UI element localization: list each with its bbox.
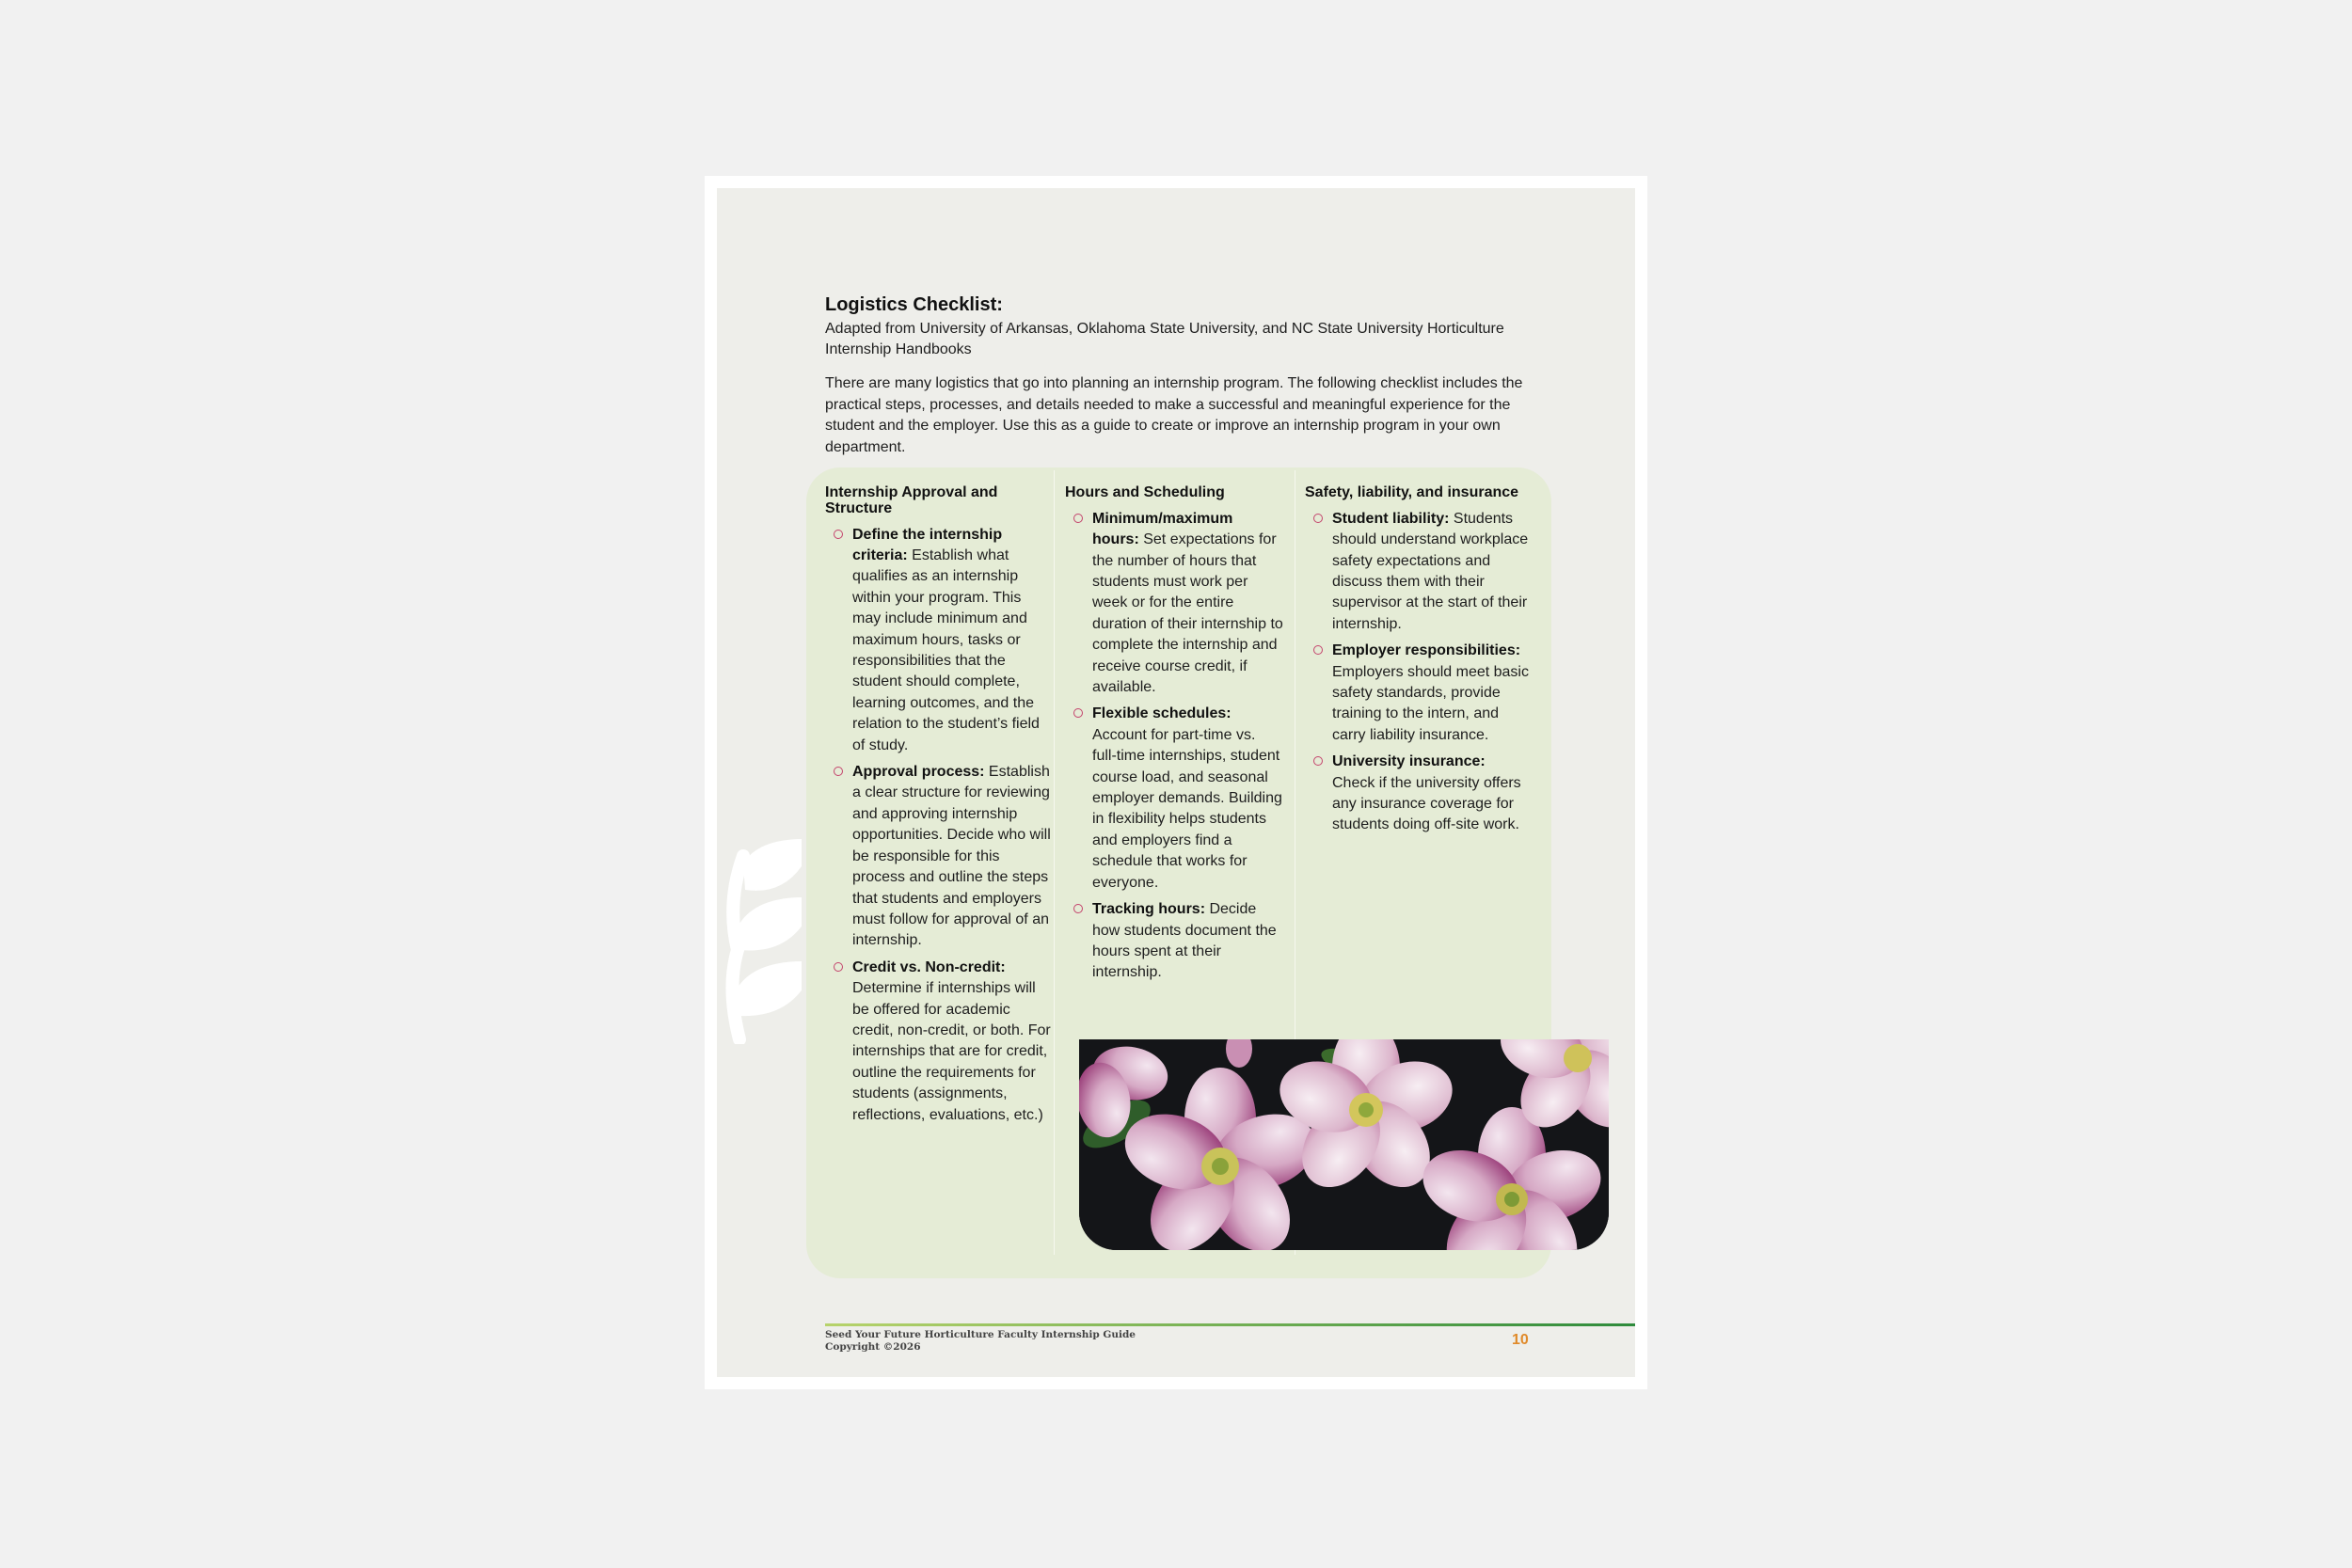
item-term: Employer responsibilities: [1332, 642, 1521, 659]
hellebore-flowers-image [1079, 1039, 1609, 1250]
footer-text [825, 1329, 1136, 1354]
circle-outline-icon [834, 530, 843, 539]
footer-rule [825, 1323, 1635, 1326]
circle-outline-icon [1073, 514, 1083, 523]
item-term: Student liability: [1332, 510, 1450, 527]
circle-outline-icon [834, 767, 843, 776]
item-text: Decide how students document the hours spent at their internship. [1092, 901, 1277, 981]
checklist-item [825, 762, 1051, 952]
page-number: 10 [1512, 1332, 1529, 1348]
item-text: Account for part-time vs. full-time internships, student course load, and seasonal employer demands. Building in flexibility helps students and employers find a schedule that works for everyone. [1092, 726, 1282, 891]
page-sheet [705, 176, 1647, 1389]
footer-guide-title: Seed Your Future Horticulture Faculty Internship Guide [825, 1329, 1136, 1340]
checklist-item [1305, 641, 1531, 746]
column-divider [1054, 470, 1055, 1255]
item-term: Minimum/maximum hours: [1092, 510, 1233, 548]
item-term: Tracking hours: [1092, 901, 1206, 918]
checklist-item [1065, 704, 1283, 894]
item-text: Establish what qualifies as an internship within your program. This may include minimum and maximum hours, tasks or responsibilities that the student should complete, learning outcomes, and the relation to the student’s field of study. [852, 547, 1040, 753]
column-hours-scheduling [1065, 485, 1283, 990]
item-term: Credit vs. Non-credit: [852, 958, 1006, 975]
column-safety-insurance [1305, 485, 1531, 842]
checklist-item [1305, 509, 1531, 635]
circle-outline-icon [1073, 904, 1083, 913]
item-term: Flexible schedules: [1092, 705, 1232, 722]
checklist-item [1065, 899, 1283, 984]
item-term: University insurance: [1332, 753, 1486, 770]
leaf-decoration-icon [717, 837, 802, 1044]
checklist-item [1305, 752, 1531, 836]
item-text: Students should understand workplace safety expectations and discuss them with their supervisor at the start of their internship. [1332, 510, 1529, 632]
item-term: Define the internship criteria: [852, 526, 1003, 563]
page [717, 188, 1635, 1377]
flower-photo [1079, 1039, 1609, 1250]
circle-outline-icon [1313, 514, 1323, 523]
column-heading: Safety, liability, and insurance [1305, 484, 1519, 500]
item-term: Approval process: [852, 764, 985, 781]
checklist-item [825, 958, 1051, 1126]
circle-outline-icon [1313, 645, 1323, 655]
item-text: Determine if internships will be offered for academic credit, non-credit, or both. For internships that are for credit, outline the requirements for students (assignments, reflections, evaluations, etc.) [852, 980, 1051, 1123]
footer-copyright: Copyright ©2026 [825, 1341, 921, 1353]
column-heading: Hours and Scheduling [1065, 484, 1225, 500]
circle-outline-icon [1313, 756, 1323, 766]
circle-outline-icon [834, 962, 843, 972]
item-text: Employers should meet basic safety standards, provide training to the intern, and carry liability insurance. [1332, 663, 1529, 743]
column-heading: Internship Approval and Structure [825, 484, 998, 516]
page-subtitle: Adapted from University of Arkansas, Oklahoma State University, and NC State University Horticulture Internship Handbooks [825, 321, 1504, 357]
checklist-item [1065, 509, 1283, 699]
column-approval-structure [825, 485, 1051, 1132]
page-title: Logistics Checklist: [825, 294, 1003, 315]
item-text: Establish a clear structure for reviewing and approving internship opportunities. Decide who will be responsible for this process and outline the steps that students and employers must follow for approval of an internship. [852, 764, 1051, 949]
item-text: Check if the university offers any insurance coverage for students doing off-site work. [1332, 774, 1521, 833]
item-text: Set expectations for the number of hours that students must work per week or for the entire duration of their internship to complete the internship and receive course credit, if available. [1092, 531, 1283, 696]
circle-outline-icon [1073, 708, 1083, 718]
checklist-item [825, 525, 1051, 756]
intro-paragraph: There are many logistics that go into planning an internship program. The following checklist includes the practical steps, processes, and details needed to make a successful and meaningful experience for the student and the employer. Use this as a guide to create or improve an internship program in your own department. [825, 375, 1523, 455]
